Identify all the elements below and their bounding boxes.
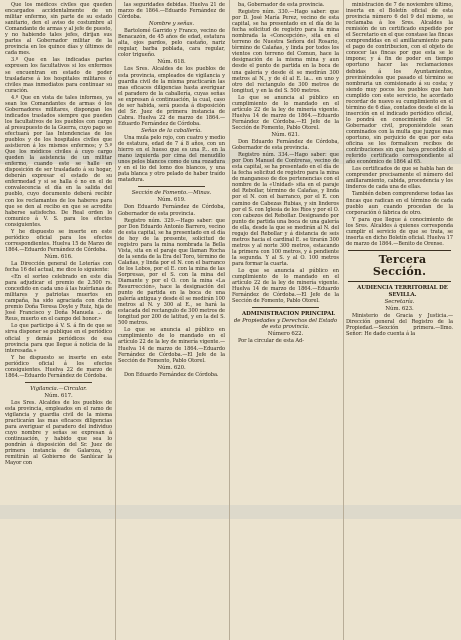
notice-number: Núm. 620. [157, 364, 186, 371]
notice-number: Núm. 618. [157, 59, 186, 66]
paragraph: Lo que se anuncia al público en cumplimiento de lo mandado en el artículo 22 de la ley de minería vigente. Huelva 14 de marzo de 1864.—Eduardo Fernández de Córdoba.—El Jefe de la Sección de Fomento, Pablo Otorel. [232, 94, 339, 131]
paragraph: Los certificados de que se habla han de comprender precisamente el número del amillaramiento, cabida, procedencia y los linderos de cada una de ellas. [346, 166, 453, 191]
paragraph: Bartolomé Garrido y Franco, vecino de Benacazón, de 45 años de edad, estatura alta, ojos pardos, pelo castaño, nariz regular, barba poblada, cara regular, color trigueño. [118, 28, 225, 59]
paragraph: las seguridades debidas. Huelva 21 de marzo de 1864.—Eduardo Fernández de Córdoba. [118, 2, 225, 21]
column-gutter [343, 0, 344, 640]
section-subheading: SEVILLA. [388, 291, 417, 298]
divider [348, 281, 451, 282]
divider [138, 186, 205, 187]
paragraph: 3.º Que en las indicadas partes expresen los facultativos si los enfermos se encuentran en estado de poder trasladarse á los hospitales militares ó civiles mas inmediatos para continuar su curación. [5, 57, 112, 94]
paragraph: Lo que se anuncia al público en cumplimiento de lo mandado en el artículo 22 de la ley de minería vigente. Huelva 14 de marzo de 1864.—Eduardo Fernández de Córdoba.—El Jefe de la Sección de Fomento, Pablo Otorel. [232, 268, 339, 305]
paragraph: Los Sres. Alcaldes de los pueblos de esta provincia, empleados de vigilancia y guardia civil de la misma practicarán las mas eficaces diligencias hasta averiguar el paradero de la caballería, cuyas señas se expresan á continuación, la cual, caso de ser habida, será puesta á disposición del Sr. Juez de primera instancia de Cabra. Huelva 22 de marzo de 1864.—Eduardo Fernández de Córdoba. [118, 66, 225, 127]
paragraph: Los Sres. Alcaldes de los pueblos de esta provincia, empleados en el ramo de vigilancia y guardia civil de la misma practicarán las mas eficaces diligencias para averiguar el paradero del individuo cuyo nombre y señas se expresan á continuación, y habido que sea lo pondrán á disposición del Sr. Juez de primera instancia de Galaroza, y remitirán al Gobierno de Sanlúcar la Mayor con [5, 399, 112, 467]
notice-number: Núm. 623. [385, 306, 414, 313]
paragraph: ministración de 7 de noviembre último, inserta en el Boletín oficial de esta provincia número 6 del 9 del mismo, se reclamaba á los Sres. Alcaldes la remisión de un certificado expedido por el Secretario en el que constase las fincas comprendidas en el amillaramiento para el pago de contribucion, con el objeto de conocer las fincas por que esta se le impone; y á fin de poder en tiempo oportuno hacer las reclamaciones debidas á los Ayuntamientos, previniéndoles que pasado el término se nombraria un comisionado á su costa; y siendo muy pocos los pueblos que han cumplido con este servicio, he acordado recordar de nuevo su cumplimiento en el término de 6 días, contados desde el de la inserción en el indicado periódico oficial, lo pondrá en conocimiento del Sr. Gobernador civil, proponiéndole sean conminados con la multa que juzgue mas oportuno, sin perjuicio de que por esta oficina se les formalicen recibos de contribuciones sin que haya precedido el referido certificado correspondiente al año económico de 1864 al 65. [346, 2, 453, 166]
notice-number: Núm. 621. [271, 131, 300, 138]
paragraph: Y para que llegue á conocimiento de los Sres. Alcaldes á quienes corresponda cumplir el servicio de que se trata, se inserta en dicho Boletín oficial. Huelva 17 de marzo de 1864.—Benito de Orense. [346, 216, 453, 247]
column-gutter [229, 0, 230, 640]
column-2 [118, 2, 225, 638]
divider [252, 307, 319, 308]
column-1 [5, 2, 112, 638]
paragraph: También deben comprenderse todas las fincas que radican en el término de cada pueblo aun cuando procedan de la corporación ó fábrica de otro. [346, 191, 453, 216]
section-heading: Secretaría. [384, 298, 415, 305]
paragraph: Que los médicos civiles que queden encargados accidentalmente de un militar enfermo, sin parte de su estado sanitario, den el aviso de costumbre al Comandante de armas y al jefe de puesto, y no habiendo tales jefes, dirijan sus partes al Gobernador militar de la provincia en los quince días y últimos de cada mes. [5, 2, 112, 57]
column-4 [346, 2, 453, 638]
paragraph: Ministerio de Gracia y Justicia.—Dirección general del Registro de la Propiedad.—Sexción primera.—Ilmo. Señor: He dado cuenta á la [346, 313, 453, 338]
paragraph: Y he dispuesto se inserte en este periódico oficial á los efectos consiguientes. Huelva 22 de marzo de 1864.—Eduardo Fernández de Córdoba. [5, 354, 112, 379]
divider [25, 382, 92, 383]
section-heading: Nombre y señas. [148, 21, 195, 28]
paragraph: Registro núm. 330.—Hago saber: que por D. José María Perez, vecino de esta capital, se ha presentado en el día de la fecha solicitud de registro para la mina nombrada la «Concepción», sita en el terreno de Nuestra Señora del Rosario, término de Calañas, y linda por todos los vientos con terreno del Comun, hace la designación de la misma mina y aun desde el punto de partida en la boca de una galería y desde él se medirán 300 metros al N., y de él al E. la... en uno y otro del rectangulo de 300 metros de longitud, y en la del S. 500 metros. [232, 9, 339, 94]
paragraph: Registro núm. 334.—Hago saber: que por Don Manuel de Contreras, vecino de esta capital, se ha presentado en el día de la fecha solicitud de registro para la mina de manganeso de dos pertenencias con el nombre de la «Unidad» sita en el paraje del Rebollar, término de Calañas, y linda por el N. con el barranco, por el E. con camino de Cabezas Rubias, y sin linderos por el S. con Iglesia de los Ríos y por el O. con cabezos del Rebollar. Designando por punto de partida una boca de una galería de ella, desde la que se medirán al N. del regajo del Rebollar y á distancia de seis metros hacia el cardinal E. se tirarán 300 metros y al norte 300 metros, estacando la primera con 100 metros, y á pendiente la segunda. Y al S. y al O. 100 metros para formar la cuarta. [232, 152, 339, 267]
paragraph: Registro núm. 329.—Hago saber: que por Don Eduardo Antonio Barrero, vecino de esta capital, se ha presentado en el día de hoy de la presente, solicitud de registro para la mina nombrada la Bella Vista, sita en el paraje que llaman Rocha de la senda de la Era del Toro, término de Calañas, y linda por el N. con el barranco de los Lobos, por el E. con la mina de las Sorpresas, por el S. con la mina del Diamante y por el O. con la mina «La Resurrección», hace la designación del punto de partida en la boca de una galería antigua y desde él se medirán 100 metros al N. y 300 al E., se hará la estacada del rectangulo de 300 metros de longitud por 200 de latitud, y en la del S. 500 metros. [118, 217, 225, 327]
paragraph: Una mula pelo rojo, con cuatro y medio de estatura, edad de 7 á 8 años, con un hierro en el hueso que es una P... en la mano izquierda por cima del menudillo unos pelos blancos como de una rozadura y en el lio del lomo dos blancos, y una pata blanca y otro pelado de haber traído matadura. [118, 134, 225, 184]
section-heading: de Propiedades y Derechos del Estado de esta provincia. [233, 318, 338, 331]
paragraph: «En el sorteo celebrado en este día para adjudicar el premio de 2.500 rs. concedido en cada uno á las huérfanas de militares y patriotas muertos en campaña, ha sido agraciada con dicho premio Doña Teresa Doyle y Ruiz, hija de José Francisco y Doña Manuela ... de Reus, muerto en el campo del honor.» [5, 274, 112, 323]
notice-number: Núm. 616. [44, 253, 73, 260]
notice-number: Núm. 619. [157, 197, 186, 204]
paragraph: Y he dispuesto se inserte en este periódico oficial para los efectos correspondientes. Huelva 15 de Marzo de 1864.—Eduardo Fernández de Córdoba. [5, 228, 112, 253]
column-3 [232, 2, 339, 638]
column-gutter [115, 0, 116, 640]
divider [348, 250, 451, 251]
notice-number: Número 622. [267, 331, 304, 338]
paragraph: Don Eduardo Fernández de Córdoba, Gobernador de esta provincia. [232, 139, 339, 152]
paragraph: La Dirección general de Loterías con fecha 16 del actual, me dice lo siguiente: [5, 260, 112, 274]
paragraph: Lo que se anuncia al público en cumplimiento de lo mandado en el artículo 22 de la ley de minería vigente.—Huelva 14 de marzo de 1864.—Eduardo Fernández de Córdoba.—El Jefe de la Sección de Fomento, Pablo Otorel. [118, 327, 225, 364]
section-subheading: ADMINISTRACION PRINCIPAL [242, 311, 335, 318]
section-title: Tercera Sección. [372, 252, 427, 278]
paragraph: Lo que participo á V. S. á fin de que se sirva disponer se publique en el periódico oficial y demás periódicos de esa provincia para que llegue á noticia de la interesada.» [5, 323, 112, 354]
notice-number: Núm. 617. [44, 392, 73, 399]
paragraph: 4.º Que en vista de tales informes, ya sean los Comandantes de armas ó los Gobernadores militares, dispongan los indicados traslados siempre que pueden los facultativos de los pueblos con cargo al presupuesto de la Guerra, cuyo pago se efectuará por las Intendencias de los pueblos y de los hospitales civiles que asistieron á los mismos enfermos; y 5.º Que los médicos civiles á cuyo cargo queden la asistencia de un militar enfermo, cuando este se halle en disposición de ser trasladado á su hogar, deberán expresar el estado de su enfermedad y si se halla ó no en el de convalecencia el día en la salida del pueblo, cuyo documento deberá recibir con los reclamantes de los haberes para que se den al recibo en que se acredite haberse satisfecho. De Real orden lo comunico á V. S. para los efectos consiguientes. [5, 94, 112, 228]
paragraph: Don Eduardo Fernández de Córdoba. [124, 371, 219, 378]
paragraph: Don Eduardo Fernández de Córdoba, Gobernador de esta provincia. [118, 204, 225, 217]
section-heading: Señas de la caballería. [141, 127, 202, 134]
section-heading: Sección de Fomento.—Minas. [131, 190, 212, 197]
paragraph: ba, Gobernador de esta provincia. [238, 2, 325, 8]
section-subheading: AUDIENCIA TERRITORIAL DE [357, 284, 448, 291]
paragraph: Por la circular de esta Ad- [238, 338, 304, 345]
section-heading: Vigilancia.—Circular. [30, 385, 87, 392]
